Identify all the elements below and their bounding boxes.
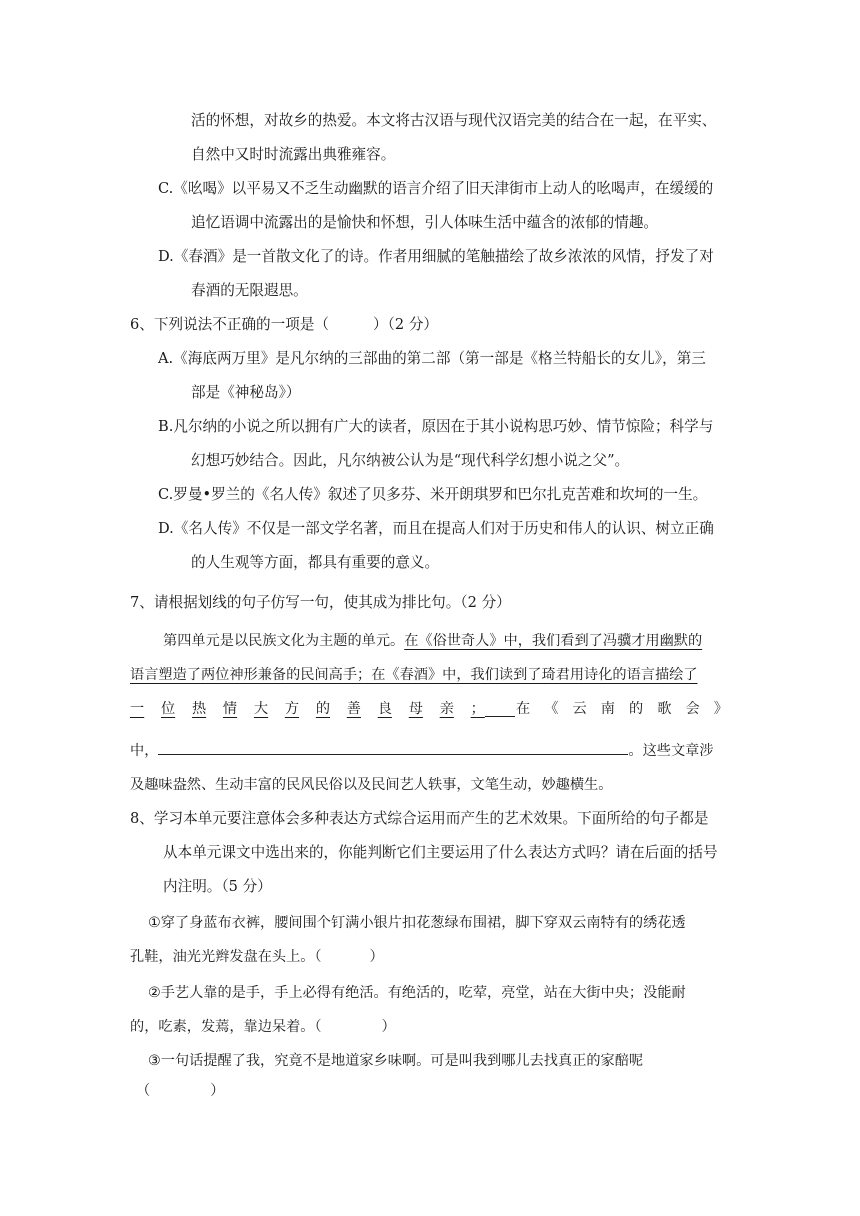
q8-item-1-line-1: ①穿了身蓝布衣裤，腰间围个钉满小银片扣花葱绿布围裙，脚下穿双云南特有的绣花透 — [148, 915, 686, 931]
q8-item-2-line-2: 的，吃素，发蔫，靠边呆着。（ ） — [130, 1019, 396, 1035]
q6-option-a: A.《海底两万里》是凡尔纳的三部曲的第二部（第一部是《格兰特船长的女儿》，第三 — [158, 350, 706, 367]
q6-option-b-continuation: 幻想巧妙结合。因此，凡尔纳被公认为是“现代科学幻想小说之父”。 — [191, 452, 630, 469]
q6-stem-text: 6、下列说法不正确的一项是（ — [130, 316, 330, 333]
q7-passage-line-3 — [130, 698, 728, 720]
q8-item-3-line-2: （ ） — [136, 1083, 225, 1099]
q6-stem-score: ）（2 分） — [373, 316, 439, 333]
q6-stem — [130, 314, 438, 336]
q5-option-d-continuation: 春酒的无限遐思。 — [191, 282, 308, 299]
q8-item-3-line-1: ③一句话提醒了我，究竟不是地道家乡味啊。可是叫我到哪儿去找真正的家醅呢 — [148, 1053, 644, 1069]
q7-underlined-sentence-2: 语言塑造了两位神形兼备的民间高手；在《春酒》中，我们读到了琦君用诗化的语言描绘了 — [130, 667, 698, 683]
q6-option-d: D.《名人传》不仅是一部文学名著，而且在提高人们对于历史和伟人的认识、树立正确 — [158, 520, 714, 537]
q5-option-b-continuation-1: 活的怀想，对故乡的热爱。本文将古汉语与现代汉语完美的结合在一起，在平实、 — [191, 112, 717, 129]
q7-underlined-sentence-1: 在《俗世奇人》中，我们看到了冯骥才用幽默的 — [404, 633, 703, 649]
q8-item-2-line-1: ②手艺人靠的是手，手上必得有绝活。有绝活的，吃荤，亮堂，站在大街中央；没能耐 — [148, 985, 686, 1001]
q5-option-c: C.《吆喝》以平易又不乏生动幽默的语言介绍了旧天津街市上动人的吆喝声，在缓缓的 — [158, 180, 714, 197]
q7-passage-intro: 第四单元是以民族文化为主题的单元。 — [163, 633, 405, 649]
q6-option-b: B.凡尔纳的小说之所以拥有广大的读者，原因在于其小说构思巧妙、情节惊险；科学与 — [158, 418, 714, 435]
q5-option-b-continuation-2: 自然中又时时流露出典雅雍容。 — [191, 146, 396, 163]
q6-option-a-continuation: 部是《神秘岛》） — [191, 384, 301, 401]
q8-stem-3: 内注明。（5 分） — [163, 878, 272, 895]
q7-passage-line-1 — [163, 630, 702, 652]
q7-answer-blank[interactable] — [158, 738, 628, 755]
q8-stem-2: 从本单元课文中选出来的，你能判断它们主要运用了什么表达方式吗？请在后面的括号 — [163, 844, 718, 861]
q8-stem-1: 8、学习本单元要注意体会多种表达方式综合运用而产生的艺术效果。下面所给的句子都是 — [130, 810, 709, 827]
q7-line4-prefix: 中， — [130, 743, 159, 759]
q7-underlined-sentence-3: 一 位 热 情 大 方 的 善 良 母 亲 ； — [130, 701, 485, 717]
q8-item-1-line-2: 孔鞋，油光光辫发盘在头上。（ ） — [130, 949, 384, 965]
q5-option-c-continuation: 追忆语调中流露出的是愉快和怀想，引人体味生活中蕴含的浓郁的情趣。 — [191, 214, 659, 231]
q5-option-d: D.《春酒》是一首散文化了的诗。作者用细腻的笔触描绘了故乡浓浓的风情，抒发了对 — [158, 248, 714, 265]
q7-underline-tail — [485, 716, 515, 717]
q7-passage-line-2 — [130, 664, 698, 686]
q6-option-d-continuation: 的人生观等方面，都具有重要的意义。 — [191, 554, 440, 571]
q7-line4-suffix: 。这些文章涉 — [628, 743, 714, 759]
q7-passage-line-4 — [130, 738, 714, 762]
q7-passage-line-5: 及趣味盎然、生动丰富的民风民俗以及民间艺人轶事，文笔生动，妙趣横生。 — [130, 777, 613, 793]
q7-stem: 7、请根据划线的句子仿写一句，使其成为排比句。（2 分） — [130, 594, 511, 611]
q6-option-c: C.罗曼•罗兰的《名人传》叙述了贝多芬、米开朗琪罗和巴尔扎克苦难和坎坷的一生。 — [158, 486, 708, 503]
q7-passage-line-3-right: 在 《 云 南 的 歌 会 》 — [516, 701, 728, 717]
